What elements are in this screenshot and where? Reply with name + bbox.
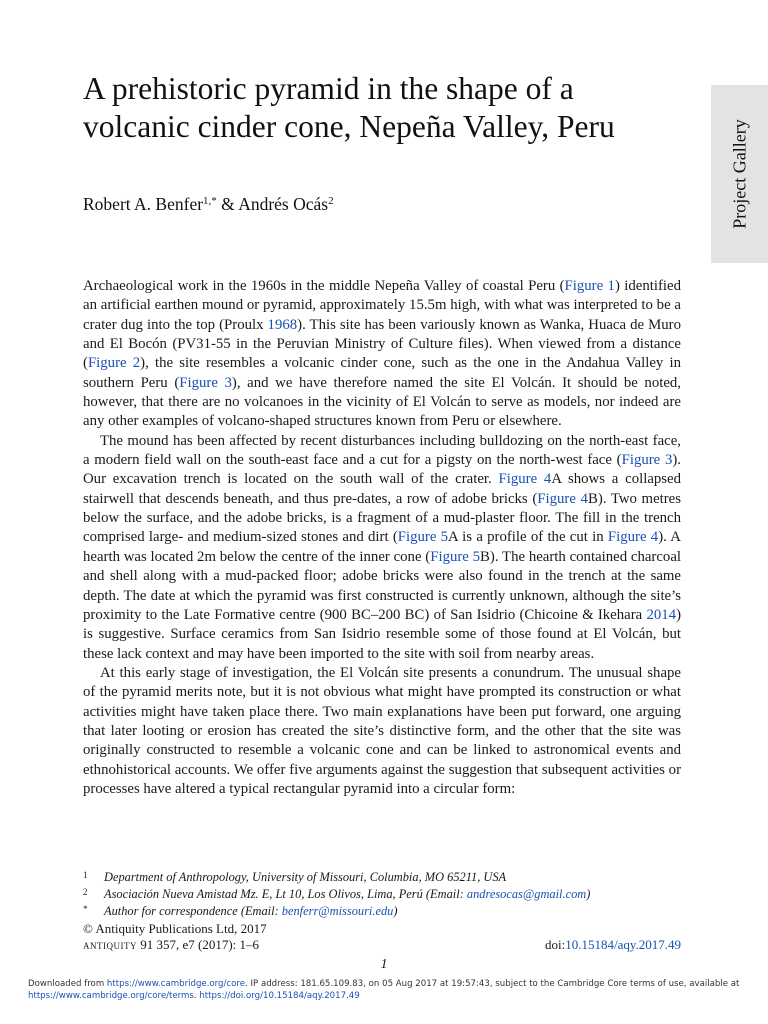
journal-name: antiquity	[83, 937, 137, 952]
paragraph	[83, 432, 681, 664]
download-notice	[28, 978, 740, 1002]
footnote	[83, 869, 681, 886]
footnote-mark: 1	[83, 870, 88, 880]
footnote-text: Asociación Nueva Amistad Mz. E, Lt 10, Los Olivos, Lima, Perú (Email:	[104, 887, 467, 901]
text-run: A shows a collapsed stairwell that descends beneath, and thus pre-dates, a row of adobe bricks (	[83, 471, 682, 507]
author-line	[83, 194, 334, 215]
doi-url-link[interactable]: https://doi.org/10.15184/aqy.2017.49	[199, 991, 360, 1001]
text-run: ). A hearth was located 2m below the centre of the inner cone (	[83, 529, 681, 565]
footnote-text: )	[586, 887, 591, 901]
figure-link[interactable]: Figure 3	[621, 452, 673, 469]
paragraph	[83, 277, 681, 432]
author-name: Andrés Ocás	[238, 194, 329, 214]
text-run: Downloaded from	[28, 979, 107, 989]
doi-prefix: doi:	[544, 937, 566, 952]
author-separator: &	[216, 194, 239, 214]
section-tab-label: Project Gallery	[729, 119, 749, 229]
page-number: 1	[380, 957, 388, 972]
journal-citation	[83, 937, 259, 953]
text-run: Archaeological work in the 1960s in the middle Nepeña Valley of coastal Peru (	[83, 278, 565, 294]
text-run: . IP address: 181.65.109.83, on 05 Aug 2017 at 19:57:43, subject to the Cambridge Core terms of use, available at	[245, 979, 740, 989]
footnote-text: )	[393, 904, 398, 918]
terms-link[interactable]: https://www.cambridge.org/core/terms	[28, 991, 194, 1001]
text-run: ) is suggestive. Surface ceramics from San Isidrio resemble some of those found at El Volcán, but these lack context and may have been imported to the site with soil from nearby areas.	[83, 606, 681, 662]
footnote	[83, 903, 681, 920]
email-link[interactable]: andresocas@gmail.com	[466, 887, 587, 901]
text-run: ), and we have therefore named the site El Volcán. It should be noted, however, that there are no volcanoes in the vicinity of El Volcán to serve as models, nor indeed are any other examples of volcano-shaped structures known from Peru or elsewhere.	[83, 374, 681, 430]
text-run: .	[193, 991, 200, 1001]
figure-link[interactable]: Figure 3	[179, 374, 232, 391]
citation-link[interactable]: 1968	[267, 316, 298, 333]
figure-link[interactable]: Figure 4	[607, 529, 659, 546]
footnotes	[83, 869, 681, 920]
copyright-notice: © Antiquity Publications Ltd, 2017	[83, 921, 267, 936]
footnote-mark: 2	[83, 887, 88, 897]
author-affiliation-mark: 2	[328, 195, 334, 207]
section-tab	[711, 85, 768, 263]
text-run: A is a profile of the cut in	[448, 529, 608, 546]
figure-link[interactable]: Figure 2	[87, 355, 141, 372]
figure-link[interactable]: Figure 4	[498, 471, 552, 488]
text-run: ) identified an artificial earthen mound or pyramid, approximately 15.5m high, with what was interpreted to be a crater dug into the top (Proulx	[83, 278, 681, 333]
footnote	[83, 886, 681, 903]
figure-link[interactable]: Figure 5	[430, 548, 481, 565]
text-run: ). Our excavation trench is located on the south wall of the crater.	[83, 452, 682, 488]
cambridge-core-link[interactable]: https://www.cambridge.org/core	[106, 979, 246, 989]
figure-link[interactable]: Figure 4	[537, 490, 588, 507]
text-run: B). Two metres below the surface, and the adobe bricks, is a fragment of a mud-plaster floor. The fill in the trench comprised large- and medium-sized stones and dirt (	[83, 490, 681, 546]
figure-link[interactable]: Figure 5	[397, 529, 449, 546]
text-run: B). The hearth contained charcoal and shell along with a mud-packed floor; adobe bricks were also found in the trench at the same depth. The date at which the pyramid was first constructed is currently unknown, although the site’s proximity to the Late Formative centre (900 BC–200 BC) of San Isidrio (Chicoine & Ikehara	[83, 548, 681, 623]
article-title: A prehistoric pyramid in the shape of a volcanic cinder cone, Nepeña Valley, Peru	[83, 71, 615, 144]
citation-link[interactable]: 2014	[646, 606, 677, 623]
author-affiliation-mark: 1,*	[203, 195, 217, 207]
doi-link[interactable]: 10.15184/aqy.2017.49	[565, 937, 681, 952]
text-run: The mound has been affected by recent disturbances including bulldozing on the north-east face, a modern field wall on the south-east face and a cut for a pigsty on the north-west face (	[83, 432, 681, 469]
doi	[545, 937, 681, 953]
email-link[interactable]: benferr@missouri.edu	[281, 904, 394, 918]
author-name: Robert A. Benfer	[83, 194, 204, 214]
footnote-text: Author for correspondence (Email:	[104, 904, 282, 918]
journal-volume: 91 357, e7 (2017): 1–6	[137, 937, 260, 952]
text-run: ). This site has been variously known as Wanka, Huaca de Muro and El Bocón (PV31-55 in the Peruvian Ministry of Culture files). When viewed from a distance (	[83, 316, 681, 372]
footnote-text: Department of Anthropology, University of Missouri, Columbia, MO 65211, USA	[104, 870, 507, 884]
footnote-mark: *	[83, 904, 88, 914]
figure-link[interactable]: Figure 1	[564, 278, 615, 294]
paragraph: At this early stage of investigation, the El Volcán site presents a conundrum. The unusual shape of the pyramid merits note, but it is not obvious what might have prompted its construction or what activities might have taken place there. Two main explanations have been put forward, one arguing that later looting or erosion has created the site’s distinctive form, and the other that the site was originally constructed to resemble a volcanic cone and can be linked to astronomical events and ethnohistorical accounts. We offer five arguments against the suggestion that subsequent activities or processes have altered a typical rectangular pyramid into a circular form:	[83, 664, 681, 797]
text-run: ), the site resembles a volcanic cinder cone, such as the one in the Andahua Valley in southern Peru (	[83, 355, 682, 391]
article-body	[83, 277, 681, 799]
